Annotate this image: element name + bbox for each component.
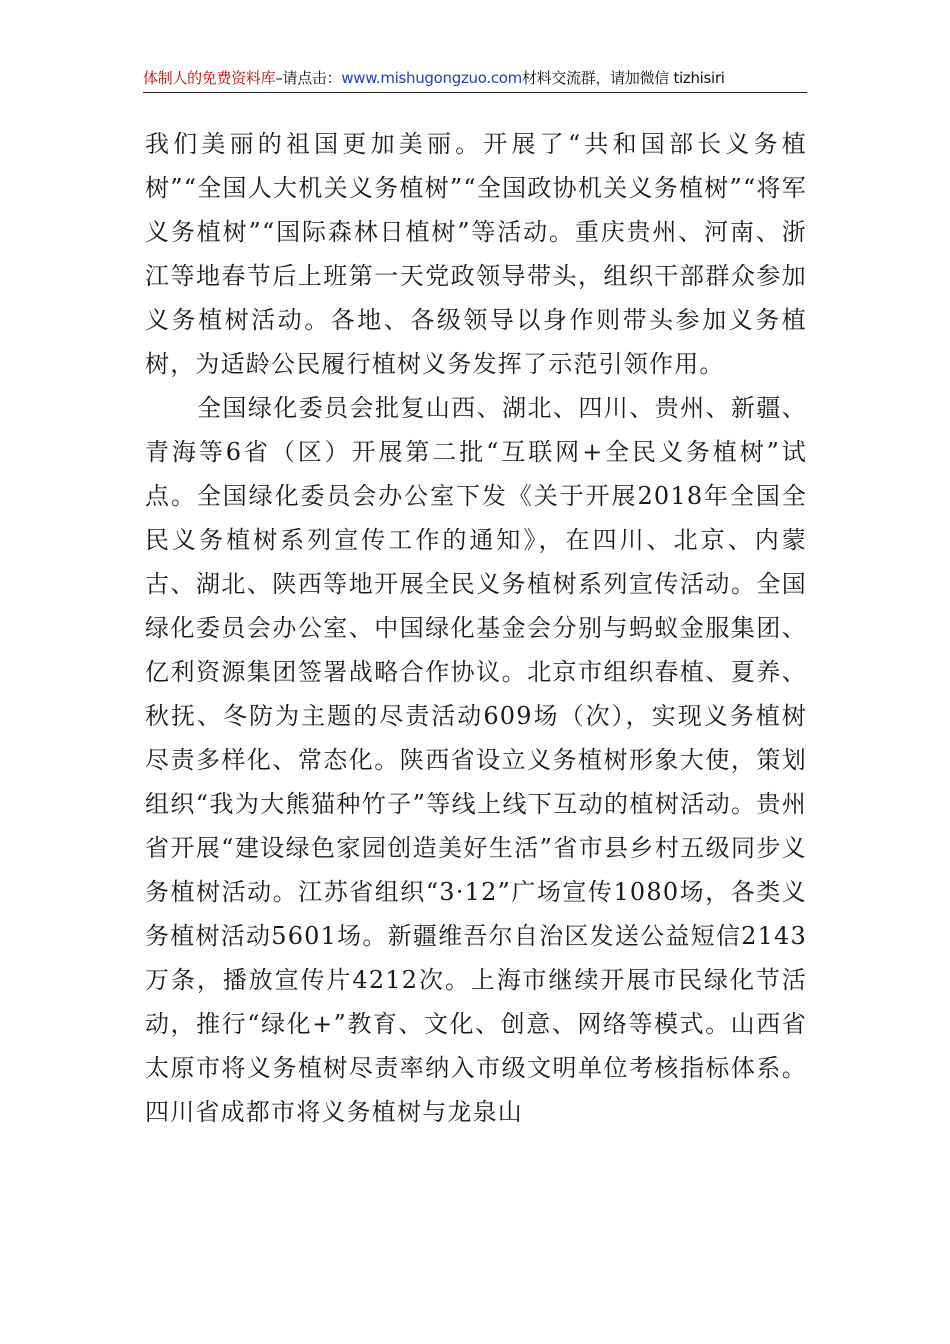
header-brand: 体制人的免费资料库: [143, 69, 276, 87]
paragraph-1: 我们美丽的祖国更加美丽。开展了“共和国部长义务植树”“全国人大机关义务植树”“全国政协机关义务植树”“将军义务植树”“国际森林日植树”等活动。重庆贵州、河南、浙江等地春节后上班第一天党政领导带头，组织干部群众参加义务植树活动。各地、各级领导以身作则带头参加义务植树，为适龄公民履行植树义务发挥了示范引领作用。: [145, 130, 807, 378]
header-url-link[interactable]: www.mishugongzuo.com: [341, 69, 522, 87]
page-header: [143, 66, 807, 93]
paragraph-2: 全国绿化委员会批复山西、湖北、四川、贵州、新疆、青海等6省（区）开展第二批“互联网+全民义务植树”试点。全国绿化委员会办公室下发《关于开展2018年全国全民义务植树系列宣传工作的通知》，在四川、北京、内蒙古、湖北、陕西等地开展全民义务植树系列宣传活动。全国绿化委员会办公室、中国绿化基金会分别与蚂蚁金服集团、亿利资源集团签署战略合作协议。北京市组织春植、夏养、秋抚、冬防为主题的尽责活动609场（次），实现义务植树尽责多样化、常态化。陕西省设立义务植树形象大使，策划组织“我为大熊猫种竹子”等线上线下互动的植树活动。贵州省开展“建设绿色家园创造美好生活”省市县乡村五级同步义务植树活动。江苏省组织“3·12”广场宣传1080场，各类义务植树活动5601场。新疆维吾尔自治区发送公益短信2143万条，播放宣传片4212次。上海市继续开展市民绿化节活动，推行“绿化+”教育、文化、创意、网络等模式。山西省太原市将义务植树尽责率纳入市级文明单位考核指标体系。四川省成都市将义务植树与龙泉山: [145, 394, 807, 1126]
header-suffix: 材料交流群，请加微信 tizhisiri: [521, 69, 725, 87]
header-prompt: –请点击：: [275, 69, 342, 87]
document-body: [145, 122, 807, 1134]
